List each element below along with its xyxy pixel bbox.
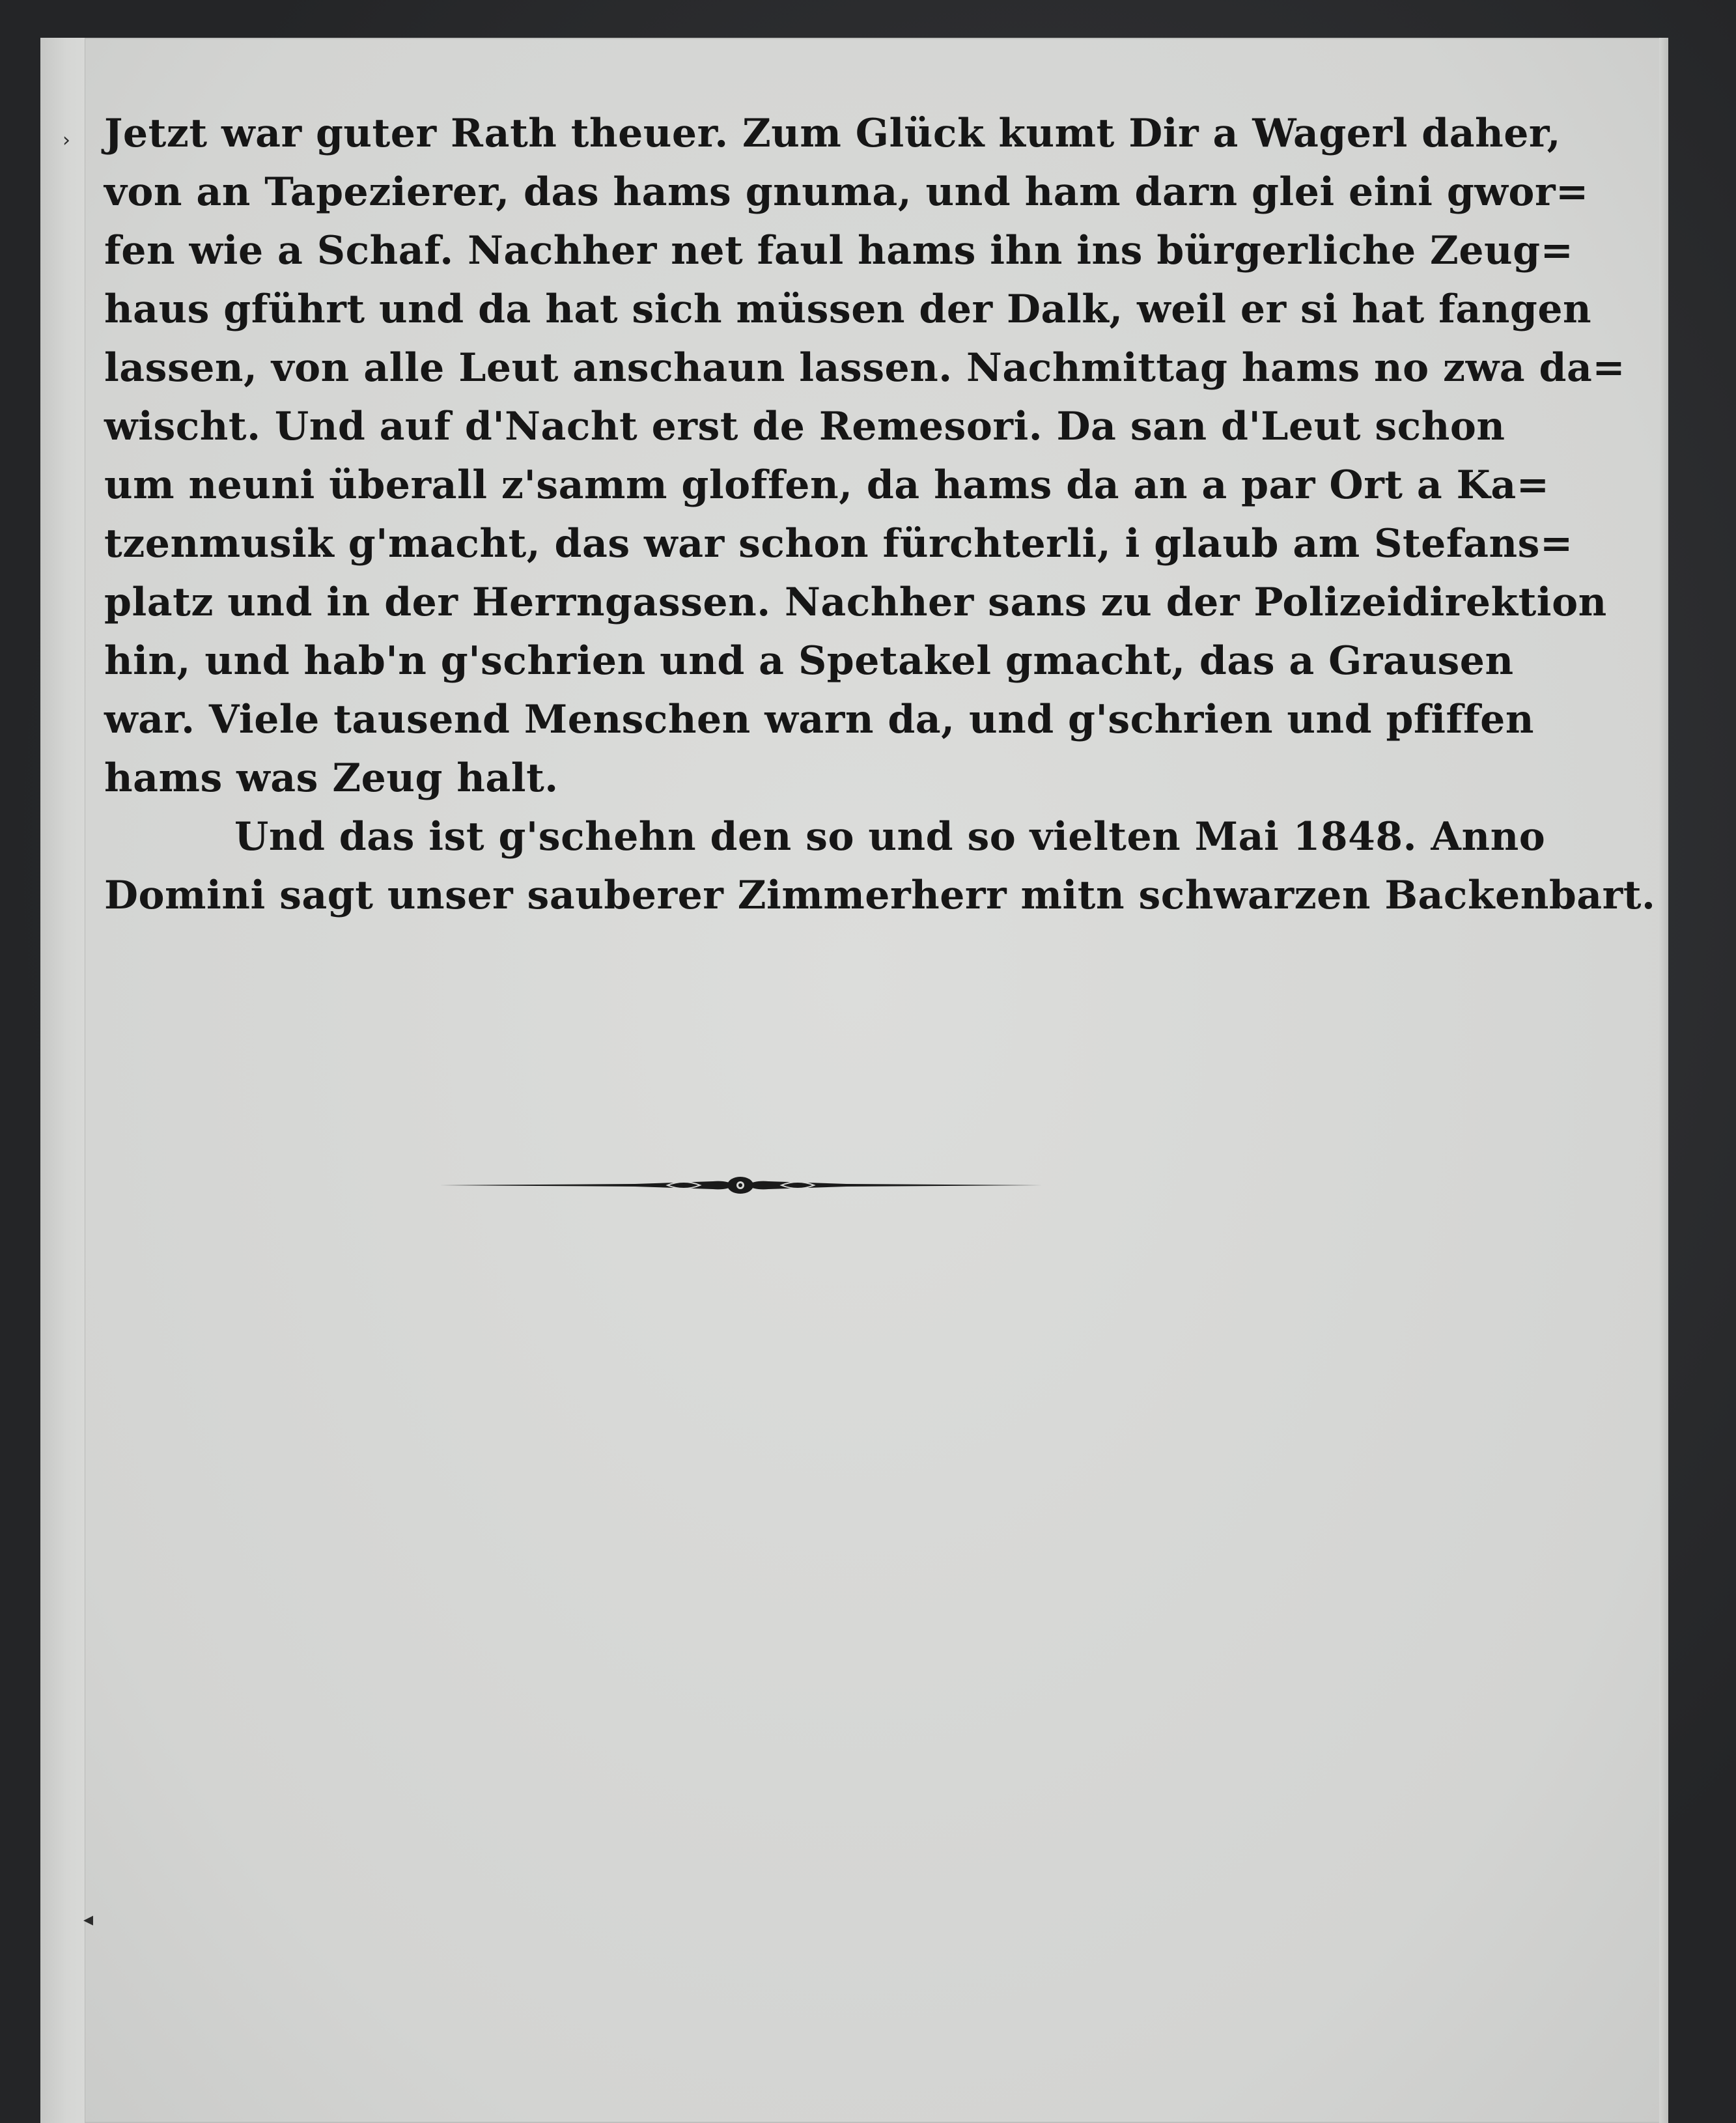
- page-edge: [1659, 38, 1668, 2123]
- page-gutter: [40, 38, 85, 2123]
- margin-mark: ◂: [83, 1908, 94, 1931]
- text-line: Und das ist g'schehn den so und so vielten Mai 1848. Anno: [234, 814, 1546, 860]
- text-line: wischt. Und auf d'Nacht erst de Remesori. Da san d'Leut schon: [104, 404, 1505, 449]
- text-line: Jetzt war guter Rath theuer. Zum Glück kumt Dir a Wagerl daher,: [104, 111, 1561, 156]
- text-line: hin, und hab'n g'schrien und a Spetakel gmacht, das a Grausen: [104, 638, 1514, 684]
- text-line: von an Tapezierer, das hams gnuma, und ham darn glei eini gwor=: [104, 169, 1589, 215]
- text-line: platz und in der Herrngassen. Nachher sans zu der Polizeidirektion: [104, 580, 1607, 625]
- body-text: [104, 104, 1656, 925]
- text-line: haus gführt und da hat sich müssen der Dalk, weil er si hat fangen: [104, 287, 1592, 332]
- ornamental-divider: [440, 1172, 1042, 1198]
- text-line: tzenmusik g'macht, das war schon fürchterli, i glaub am Stefans=: [104, 521, 1573, 567]
- text-line: hams was Zeug halt.: [104, 755, 559, 801]
- text-line: lassen, von alle Leut anschaun lassen. Nachmittag hams no zwa da=: [104, 345, 1626, 391]
- margin-mark: ›: [63, 129, 70, 152]
- text-line: war. Viele tausend Menschen warn da, und g'schrien und pfiffen: [104, 697, 1534, 742]
- text-line: Domini sagt unser sauberer Zimmerherr mitn schwarzen Backenbart.: [104, 873, 1656, 918]
- text-line: um neuni überall z'samm gloffen, da hams da an a par Ort a Ka=: [104, 462, 1550, 508]
- text-line: fen wie a Schaf. Nachher net faul hams ihn ins bürgerliche Zeug=: [104, 228, 1574, 274]
